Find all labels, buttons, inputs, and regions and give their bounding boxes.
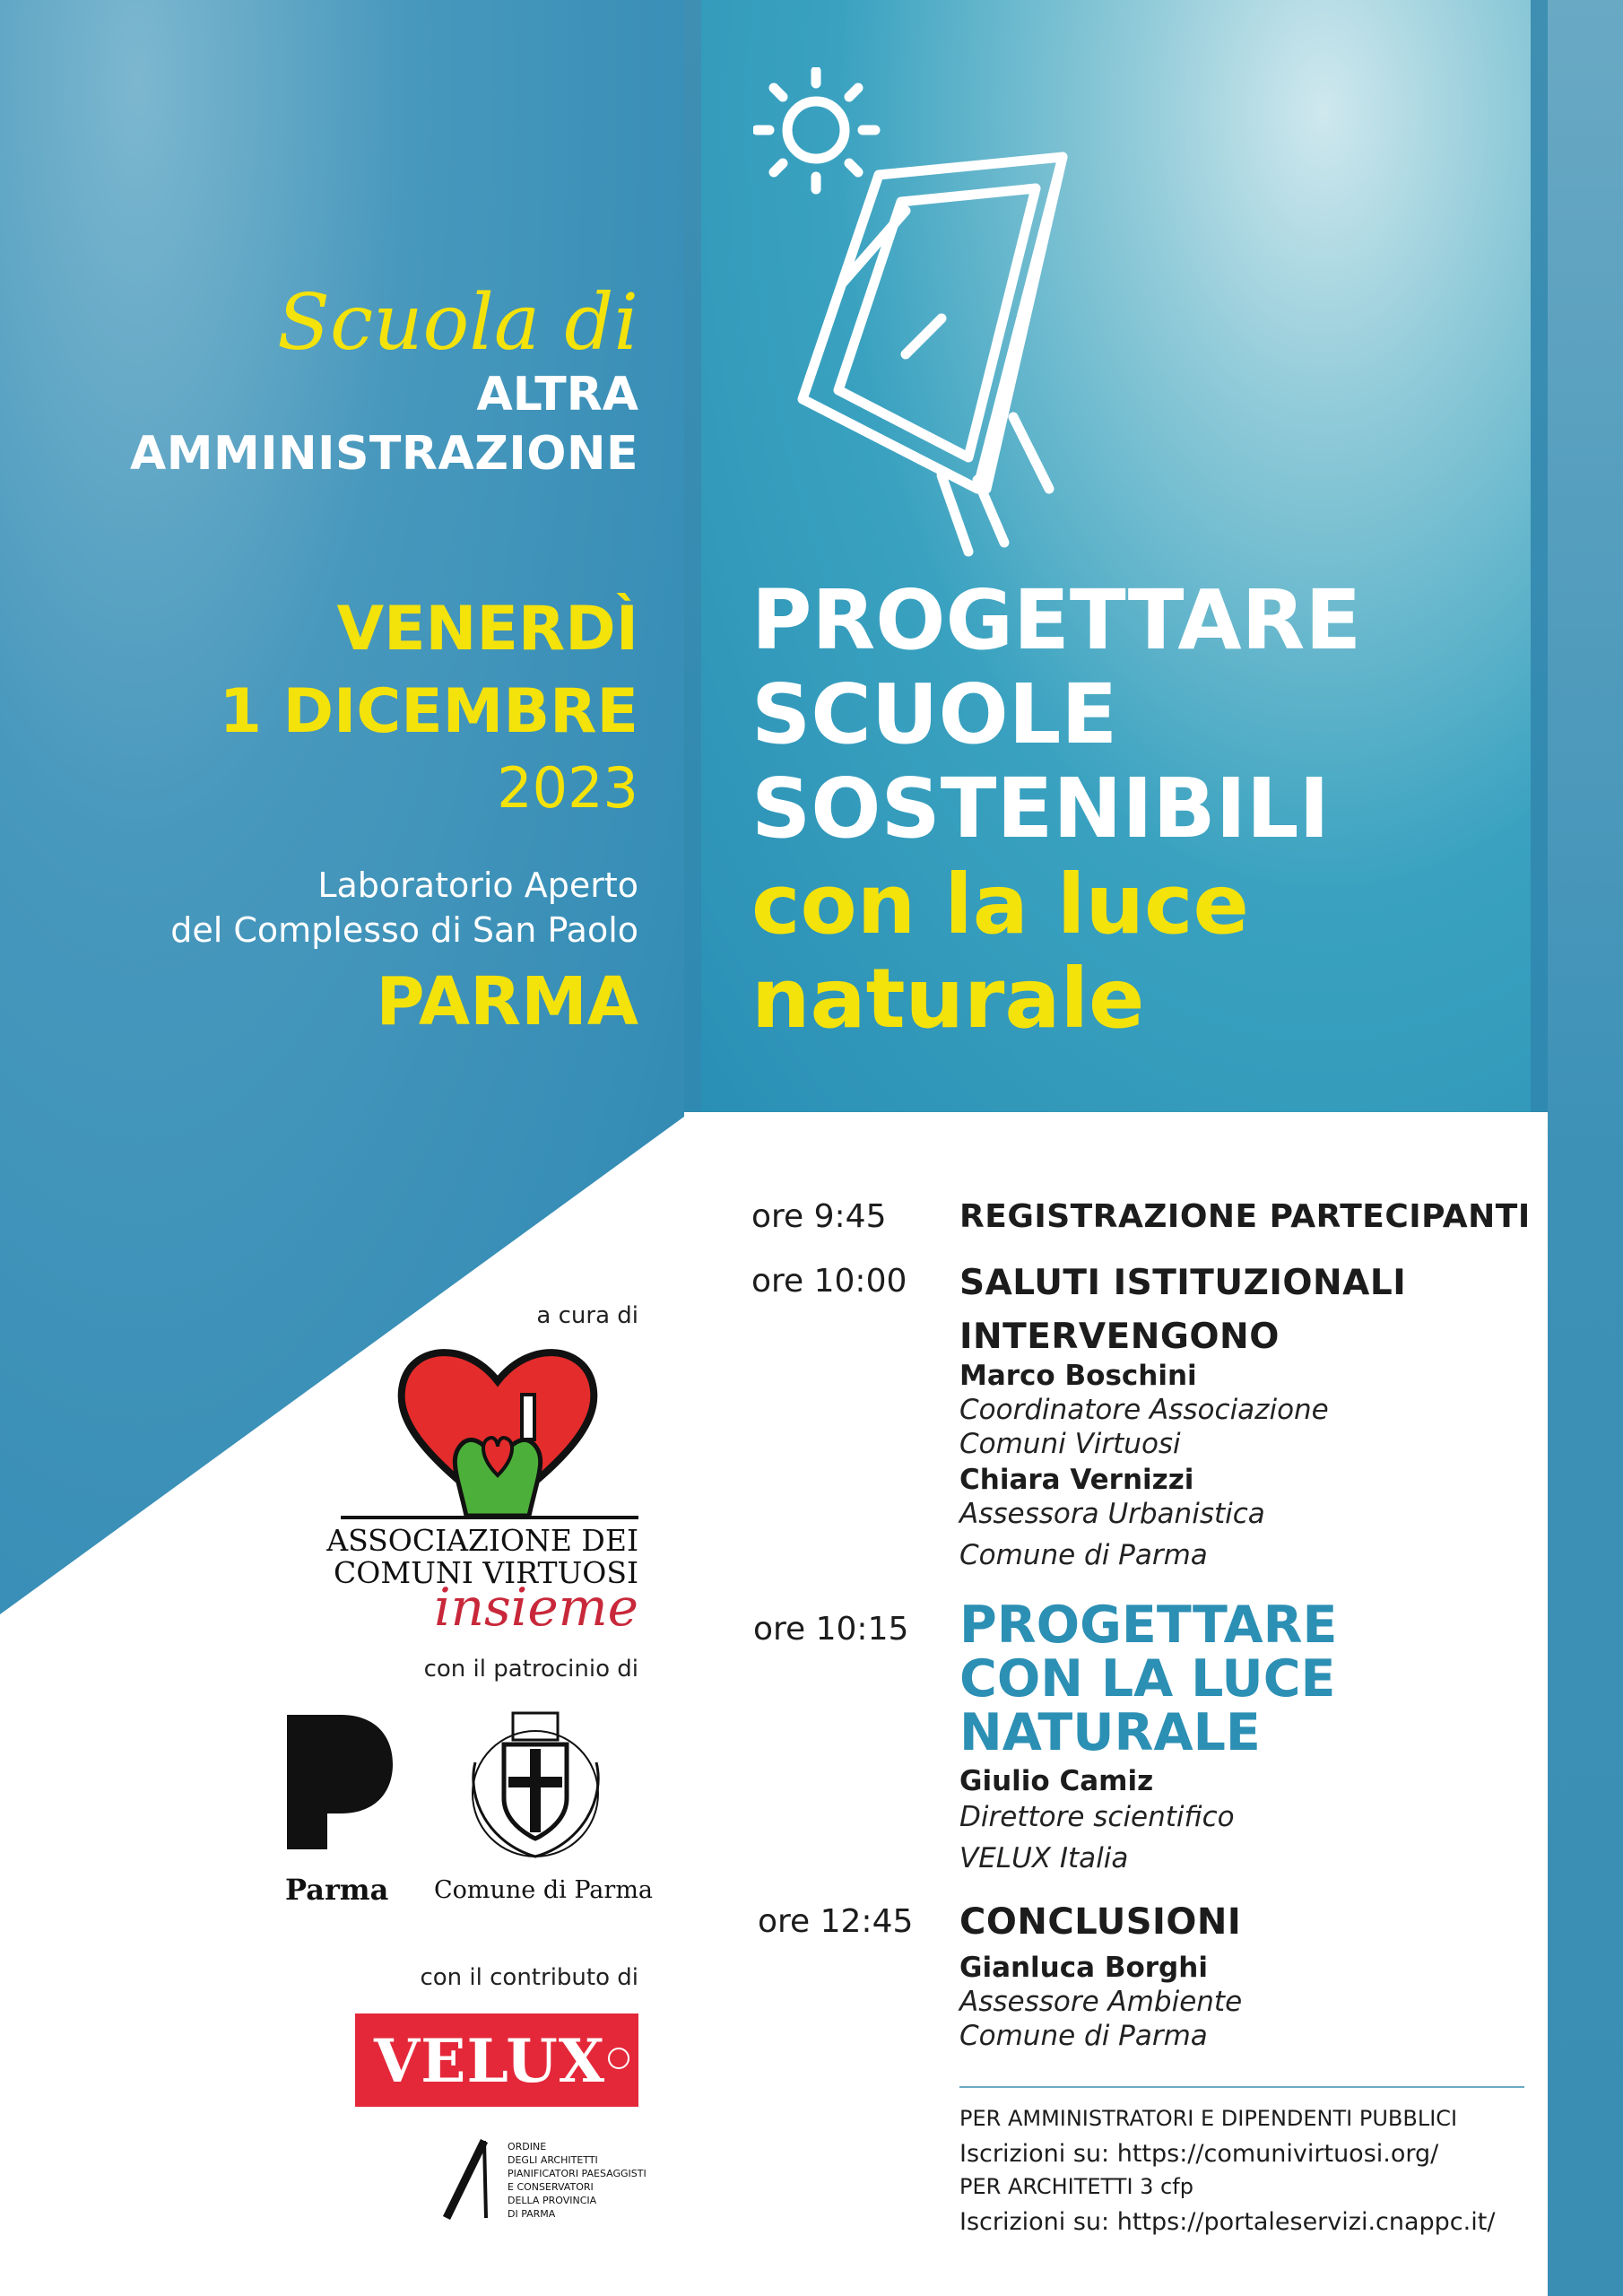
registration-admins: PER AMMINISTRATORI E DIPENDENTI PUBBLICI	[959, 2106, 1458, 2131]
heart-logo-icon	[395, 1341, 601, 1520]
speaker-role: Direttore scientifico	[959, 1801, 1235, 1833]
event-weekday: VENERDÌ	[336, 594, 638, 665]
ordine-architetti-text	[508, 2140, 647, 2221]
assoc-logo-line2: COMUNI VIRTUOSI	[334, 1555, 638, 1590]
ordine-line: DEGLI ARCHITETTI	[508, 2154, 598, 2166]
school-name-line2: AMMINISTRAZIONE	[130, 427, 638, 481]
ordine-line: ORDINE	[508, 2141, 547, 2152]
comune-crest-icon	[457, 1709, 614, 1866]
registered-mark-icon	[608, 2048, 629, 2069]
comune-logo-text: Comune di Parma	[434, 1876, 654, 1904]
speaker-name: Giulio Camiz	[959, 1765, 1154, 1797]
schedule-title-3-line2: CON LA LUCE	[959, 1649, 1336, 1709]
contribution-label: con il contributo di	[420, 1964, 638, 1991]
speaker-role: Comuni Virtuosi	[959, 1428, 1181, 1460]
speaker-name: Chiara Vernizzi	[959, 1464, 1194, 1496]
school-name-line1: ALTRA	[476, 368, 638, 422]
registration-link-2[interactable]: Iscrizioni su: https://portaleservizi.cnappc.it/	[959, 2208, 1496, 2236]
registration-architects: PER ARCHITETTI 3 cfp	[959, 2174, 1193, 2199]
venue-line2: del Complesso di San Paolo	[170, 910, 638, 950]
curated-by-label: a cura di	[536, 1302, 638, 1329]
schedule-time-2: ore 10:00	[751, 1263, 907, 1300]
venue-city: PARMA	[376, 963, 638, 1040]
ordine-line: PIANIFICATORI PAESAGGISTI	[508, 2168, 647, 2179]
schedule-title-1: REGISTRAZIONE PARTECIPANTI	[959, 1198, 1531, 1235]
main-title-line1: PROGETTARE	[751, 572, 1362, 668]
speaker-role: Comune di Parma	[959, 2020, 1208, 2052]
ordine-line: DI PARMA	[508, 2208, 556, 2220]
ordine-line: E CONSERVATORI	[508, 2181, 594, 2193]
main-title-line5: naturale	[751, 951, 1145, 1047]
speaker-role: Coordinatore Associazione	[959, 1394, 1329, 1426]
assoc-logo-line1: ASSOCIAZIONE DEI	[326, 1523, 638, 1558]
main-title-line3: SOSTENIBILI	[751, 761, 1330, 857]
speaker-role: Assessore Ambiente	[959, 1986, 1243, 2018]
speaker-name: Marco Boschini	[959, 1360, 1197, 1392]
ordine-line: DELLA PROVINCIA	[508, 2195, 597, 2206]
speaker-role: Comune di Parma	[959, 1539, 1208, 1571]
venue-line1: Laboratorio Aperto	[317, 865, 638, 905]
main-title-line4: con la luce	[751, 857, 1249, 952]
divider	[959, 2086, 1524, 2088]
schedule-time-1: ore 9:45	[751, 1198, 887, 1235]
velux-logo-text: VELUX	[373, 2026, 606, 2096]
speaker-name: Gianluca Borghi	[959, 1952, 1208, 1984]
parma-p-logo-icon	[287, 1715, 395, 1849]
schedule-title-3-line1: PROGETTARE	[959, 1596, 1338, 1655]
script-heading: Scuola di	[277, 278, 638, 368]
schedule-subtitle-2: INTERVENGONO	[959, 1317, 1280, 1357]
schedule-time-4: ore 12:45	[758, 1903, 914, 1940]
window-sun-icon	[753, 67, 1094, 570]
schedule-title-2: SALUTI ISTITUZIONALI	[959, 1263, 1407, 1303]
speaker-role: VELUX Italia	[959, 1842, 1129, 1874]
ordine-architetti-logo-icon	[439, 2139, 493, 2220]
parma-logo-text: Parma	[285, 1873, 389, 1907]
assoc-logo-rule	[341, 1516, 638, 1519]
patronage-label: con il patrocinio di	[423, 1656, 638, 1683]
speaker-role: Assessora Urbanistica	[959, 1498, 1265, 1530]
schedule-title-3-line3: NATURALE	[959, 1703, 1261, 1762]
velux-logo	[355, 2013, 638, 2107]
event-day-month: 1 DICEMBRE	[219, 676, 638, 747]
schedule-time-3: ore 10:15	[753, 1611, 909, 1648]
assoc-logo-line3: insieme	[434, 1577, 638, 1638]
right-sky-strip	[1548, 0, 1623, 2296]
schedule-title-4: CONCLUSIONI	[959, 1901, 1242, 1943]
main-title-line2: SCUOLE	[751, 666, 1118, 762]
registration-link-1[interactable]: Iscrizioni su: https://comunivirtuosi.org/	[959, 2140, 1439, 2168]
event-year: 2023	[497, 755, 638, 821]
